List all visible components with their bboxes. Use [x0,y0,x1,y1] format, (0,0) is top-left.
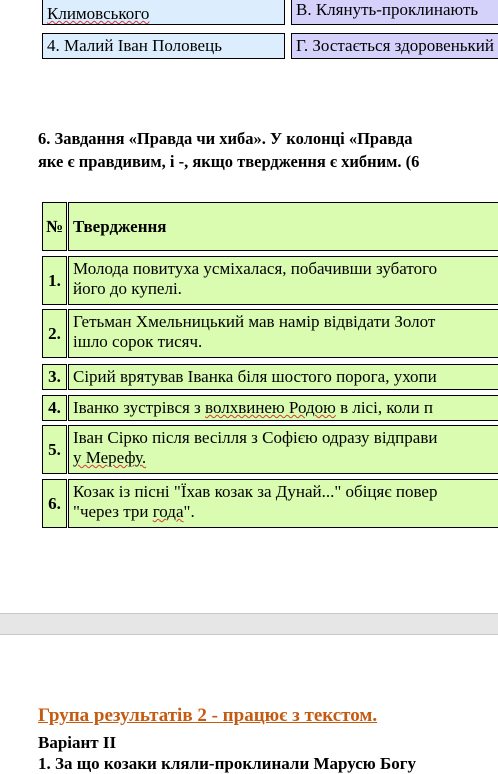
header-statement-text: Твердження [73,216,167,236]
row-num-text-2: 2. [48,323,61,343]
variant-label: Варіант ІІ [38,733,117,752]
question-1: 1. За що козаки кляли-проклинали Марусю Богу [38,754,416,773]
header-statement-cell [68,202,498,251]
match-left-cell-1 [42,0,285,25]
row-statement-2-line2: ішло сорок тисяч. [73,332,203,351]
row-num-text-3: 3. [48,367,61,386]
match-left-cell-2 [42,33,285,59]
row-statement-1-line1: Молода повитуха усміхалася, побачивши зубатого [73,259,438,278]
match-right-cell-1 [291,0,498,25]
row-num-6 [42,479,67,528]
header-num-cell [42,202,67,251]
row-statement-2 [68,309,498,358]
row-statement-6 [68,479,498,528]
row-statement-1-line2: його до купелі. [73,279,182,298]
row-statement-3-line1: Сірий врятував Іванка біля шостого порога, ухопи [73,367,437,386]
row-statement-3 [68,364,498,390]
match-right-cell-2 [291,33,498,59]
row-num-3 [42,364,67,390]
row-num-5 [42,425,67,474]
page-break-gap [0,613,498,635]
row-num-2 [42,309,67,358]
group-title: Група результатів 2 - працює з текстом. [38,705,378,726]
match-left-text-1: Климовського [47,4,150,23]
match-right-text-1: В. Клянуть-проклинають [296,0,479,19]
row-num-text-1: 1. [48,270,61,290]
row-statement-4 [68,395,498,421]
task6-line1: 6. Завдання «Правда чи хиба». У колонці «Правда [38,129,413,148]
header-num-text: № [45,216,64,236]
match-left-text-2: 4. Малий Іван Половець [47,36,222,55]
row-statement-1 [68,256,498,305]
row-statement-4-line1: Іванко зустрівся з волхвинею Родою в лісі, коли п [73,398,433,417]
row-statement-5-line2 [73,448,498,468]
row-num-4 [42,395,67,421]
row-statement-5-line2-text: у Мерефу. [73,448,147,467]
row-num-text-4: 4. [48,398,61,417]
match-right-text-2: Г. Зостається здоровенький [296,36,495,55]
row-statement-2-line1: Гетьман Хмельницький мав намір відвідати Золот [73,312,436,331]
task6-line2: яке є правдивим, і -, якщо твердження є хибним. (6 [38,152,420,171]
row-statement-5 [68,425,498,474]
row-num-1 [42,256,67,305]
row-num-text-6: 6. [48,493,61,513]
row-statement-6-line1: Козак із пісні "Їхав козак за Дунай..." обіцяє повер [73,482,438,501]
row-statement-5-line1: Іван Сірко після весілля з Софією одразу відправи [73,428,438,447]
row-statement-6-line2: "через три года". [73,502,195,521]
row-num-text-5: 5. [48,439,61,459]
